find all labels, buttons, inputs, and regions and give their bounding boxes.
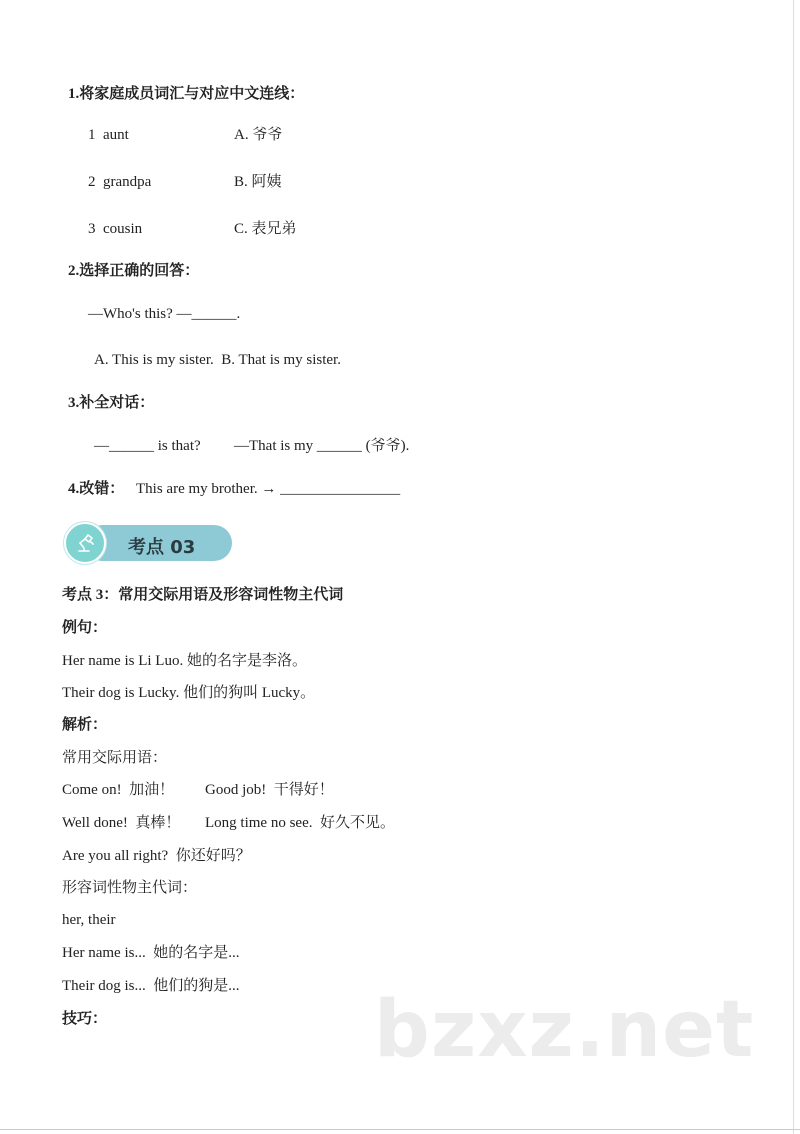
match-right-1: A. 爷爷 <box>234 127 283 143</box>
phrases-label: 常用交际用语： <box>62 750 168 766</box>
tips-label: 技巧： <box>62 1011 108 1027</box>
example-1: Her name is Li Luo. 她的名字是李洛。 <box>62 653 307 669</box>
pronoun-label: 形容词性物主代词： <box>62 880 198 896</box>
phrase-1b: Good job! 干得好！ <box>205 782 334 798</box>
phrase-2a: Well done! 真棒！ <box>62 815 181 831</box>
question-3-title: 3.补全对话： <box>68 395 155 411</box>
badge-label: 考点 03 <box>128 537 196 558</box>
page-edge-right <box>793 0 794 1134</box>
question-1-title: 1.将家庭成员词汇与对应中文连线： <box>68 86 305 102</box>
pronouns: her, their <box>62 912 116 928</box>
section-badge <box>64 522 232 564</box>
watermark: bzxz.net <box>374 985 755 1075</box>
page-edge-bottom <box>0 1129 800 1130</box>
match-left-3: 3 cousin <box>88 221 143 237</box>
example-label: 例句： <box>62 620 108 636</box>
example-2: Their dog is Lucky. 他们的狗叫 Lucky。 <box>62 685 316 701</box>
analysis-label: 解析： <box>62 717 108 733</box>
desk-lamp-icon <box>64 522 106 564</box>
question-4-title: 4.改错： <box>68 481 125 497</box>
pronoun-example-2: Their dog is... 他们的狗是... <box>62 978 240 994</box>
pronoun-example-1: Her name is... 她的名字是... <box>62 945 240 961</box>
match-left-2: 2 grandpa <box>88 174 152 190</box>
phrase-3: Are you all right? 你还好吗？ <box>62 848 251 864</box>
question-2-options: A. This is my sister. B. That is my sister. <box>94 352 341 368</box>
question-4-text: This are my brother. → ________________ <box>136 481 401 497</box>
phrase-1a: Come on! 加油！ <box>62 782 175 798</box>
question-3-part1: —______ is that? <box>94 438 201 454</box>
question-2-prompt: —Who's this? —______. <box>88 306 241 322</box>
question-3-part2: —That is my ______ (爷爷). <box>234 438 410 454</box>
section-heading: 考点 3：常用交际用语及形容词性物主代词 <box>62 587 344 603</box>
match-right-2: B. 阿姨 <box>234 174 282 190</box>
phrase-2b: Long time no see. 好久不见。 <box>205 815 395 831</box>
match-left-1: 1 aunt <box>88 127 129 143</box>
match-right-3: C. 表兄弟 <box>234 221 297 237</box>
question-2-title: 2.选择正确的回答： <box>68 263 200 279</box>
